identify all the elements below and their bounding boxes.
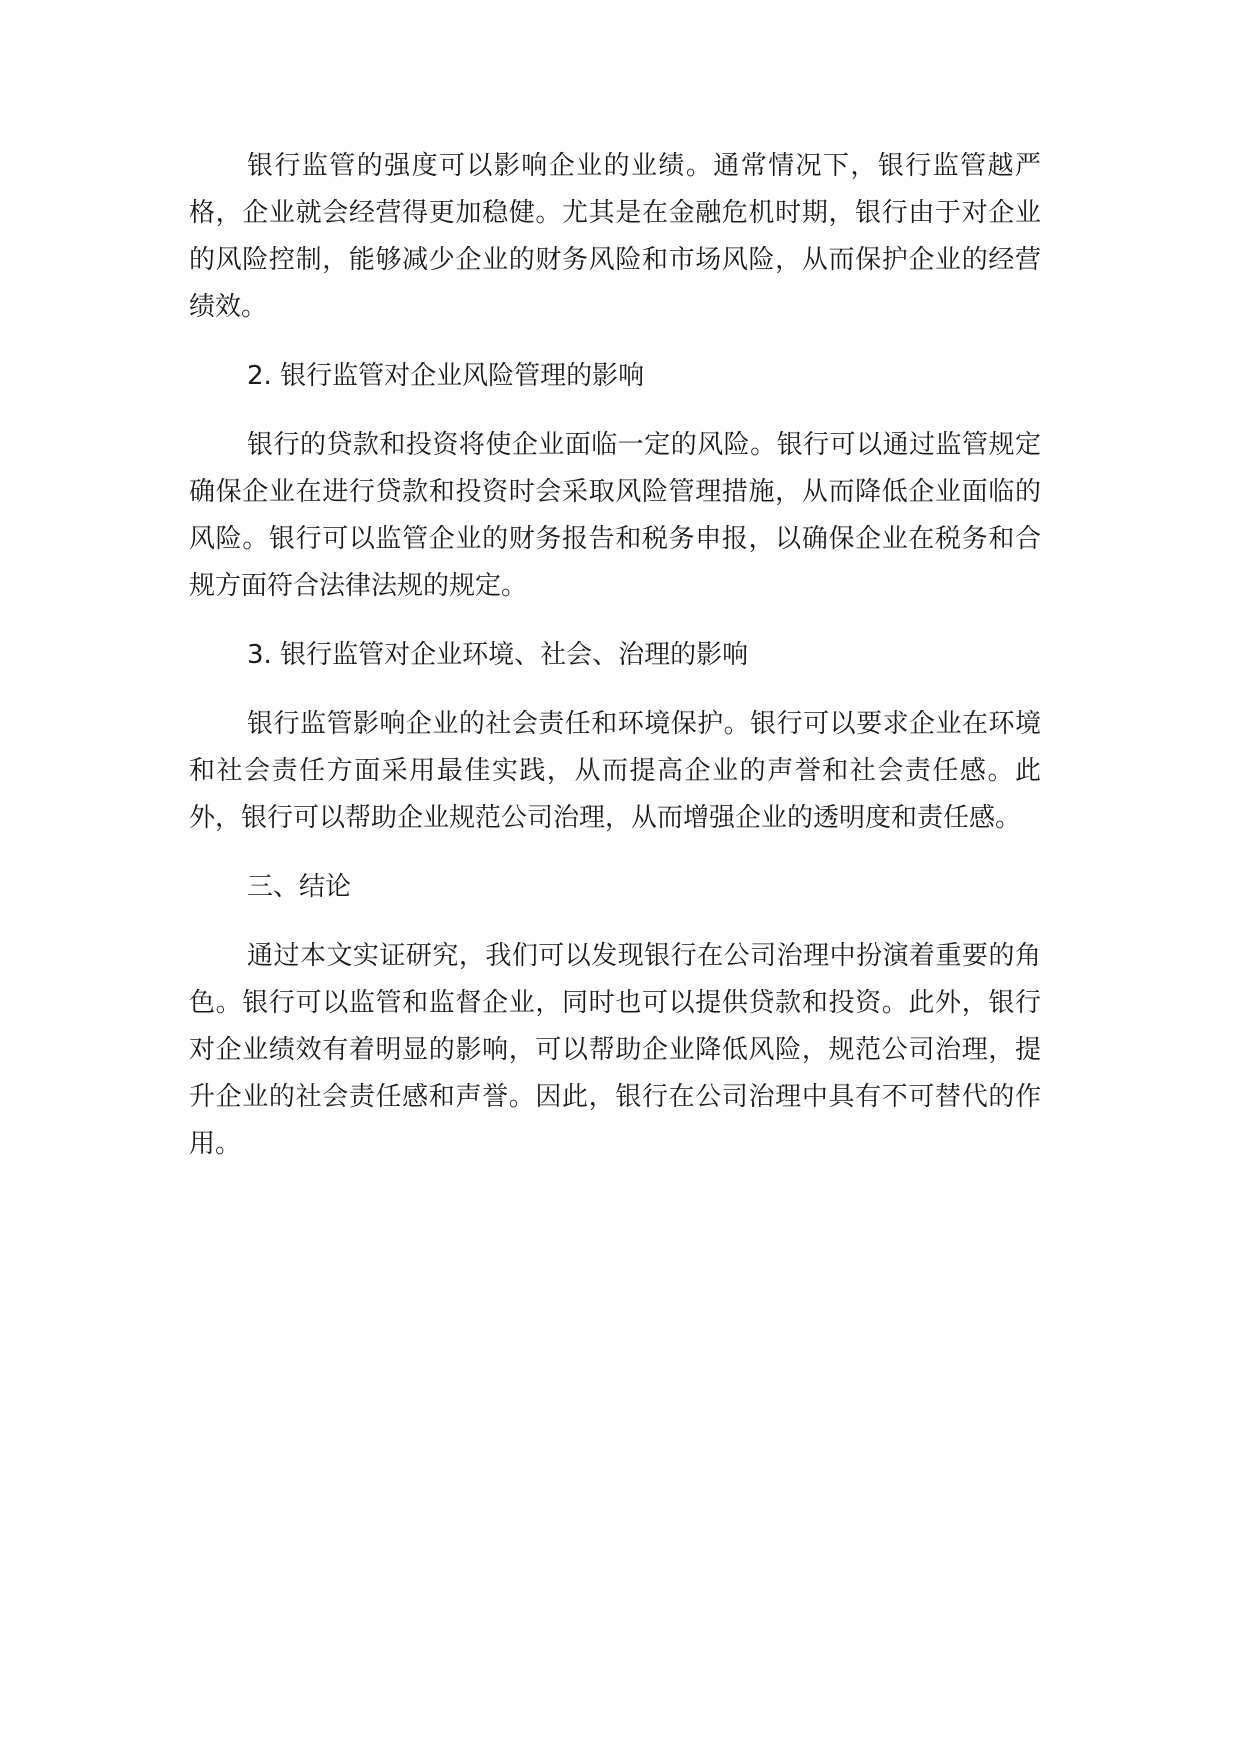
paragraph-esg: 银行监管影响企业的社会责任和环境保护。银行可以要求企业在环境和社会责任方面采用最佳实践，从而提高企业的声誉和社会责任感。此外，银行可以帮助企业规范公司治理，从而增强企业的透明度和责任感。 (189, 709, 1041, 833)
document-page (189, 143, 1041, 1190)
paragraph-risk-management: 银行的贷款和投资将使企业面临一定的风险。银行可以通过监管规定确保企业在进行贷款和投资时会采取风险管理措施，从而降低企业面临的风险。银行可以监管企业的财务报告和税务申报，以确保企业在税务和合规方面符合法律法规的规定。 (189, 430, 1041, 601)
section-heading-esg: 3. 银行监管对企业环境、社会、治理的影响 (247, 640, 749, 670)
section-heading-conclusion: 三、结论 (247, 872, 352, 902)
paragraph-performance: 银行监管的强度可以影响企业的业绩。通常情况下，银行监管越严格，企业就会经营得更加稳健。尤其是在金融危机时期，银行由于对企业的风险控制，能够减少企业的财务风险和市场风险，从而保护企业的经营绩效。 (189, 151, 1041, 322)
section-heading-risk-management: 2. 银行监管对企业风险管理的影响 (247, 361, 645, 391)
paragraph-conclusion: 通过本文实证研究，我们可以发现银行在公司治理中扮演着重要的角色。银行可以监管和监督企业，同时也可以提供贷款和投资。此外，银行对企业绩效有着明显的影响，可以帮助企业降低风险，规范公司治理，提升企业的社会责任感和声誉。因此，银行在公司治理中具有不可替代的作用。 (189, 941, 1041, 1159)
